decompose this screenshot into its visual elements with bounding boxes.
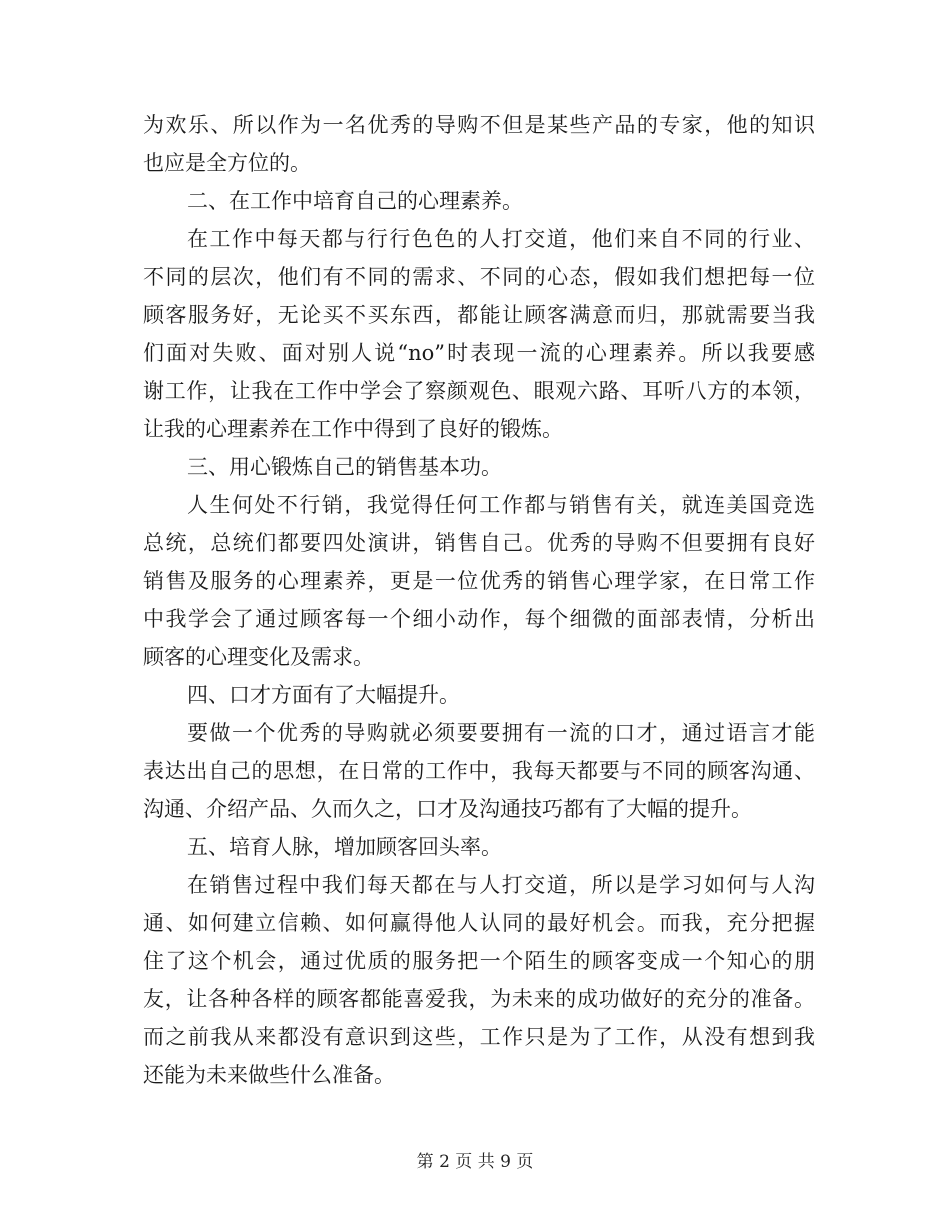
paragraph-line: 住了这个机会，通过优质的服务把一个陌生的顾客变成一个知心的朋 [143, 949, 815, 973]
paragraph-line: 通、如何建立信赖、如何赢得他人认同的最好机会。而我，充分把握 [143, 911, 815, 935]
paragraph-line: 友，让各种各样的顾客都能喜爱我，为未来的成功做好的充分的准备。 [143, 987, 815, 1011]
paragraph-line: 人生何处不行销，我觉得任何工作都与销售有关，就连美国竞选 [187, 493, 815, 517]
paragraph-line: 顾客的心理变化及需求。 [143, 645, 374, 669]
paragraph-line: 们面对失败、面对别人说“no”时表现一流的心理素养。所以我要感 [143, 341, 815, 365]
paragraph-line: 沟通、介绍产品、久而久之，口才及沟通技巧都有了大幅的提升。 [143, 797, 752, 821]
section-heading: 五、培育人脉，增加顾客回头率。 [187, 835, 502, 859]
paragraph-line: 要做一个优秀的导购就必须要要拥有一流的口才，通过语言才能 [187, 721, 815, 745]
paragraph-line: 而之前我从来都没有意识到这些，工作只是为了工作，从没有想到我 [143, 1025, 815, 1049]
paragraph-line: 谢工作，让我在工作中学会了察颜观色、眼观六路、耳听八方的本领， [143, 379, 815, 403]
paragraph-line: 还能为未来做些什么准备。 [143, 1063, 395, 1087]
paragraph-line: 为欢乐、所以作为一名优秀的导购不但是某些产品的专家，他的知识 [143, 113, 815, 137]
paragraph-line: 在销售过程中我们每天都在与人打交道，所以是学习如何与人沟 [187, 873, 815, 897]
paragraph-line: 不同的层次，他们有不同的需求、不同的心态，假如我们想把每一位 [143, 265, 815, 289]
page-number-footer: 第 2 页 共 9 页 [416, 1152, 534, 1172]
section-heading: 三、用心锻炼自己的销售基本功。 [187, 455, 502, 479]
paragraph-line: 让我的心理素养在工作中得到了良好的锻炼。 [143, 417, 563, 441]
paragraph-line: 总统，总统们都要四处演讲，销售自己。优秀的导购不但要拥有良好 [143, 531, 815, 555]
paragraph-line: 中我学会了通过顾客每一个细小动作，每个细微的面部表情，分析出 [143, 607, 815, 631]
paragraph-line: 表达出自己的思想，在日常的工作中，我每天都要与不同的顾客沟通、 [143, 759, 815, 783]
paragraph-line: 也应是全方位的。 [143, 151, 311, 175]
paragraph-line: 在工作中每天都与行行色色的人打交道，他们来自不同的行业、 [187, 227, 815, 251]
paragraph-line: 顾客服务好，无论买不买东西，都能让顾客满意而归，那就需要当我 [143, 303, 815, 327]
document-body [143, 106, 815, 1094]
section-heading: 二、在工作中培育自己的心理素养。 [187, 189, 523, 213]
section-heading: 四、口才方面有了大幅提升。 [187, 683, 460, 707]
paragraph-line: 销售及服务的心理素养，更是一位优秀的销售心理学家，在日常工作 [143, 569, 815, 593]
